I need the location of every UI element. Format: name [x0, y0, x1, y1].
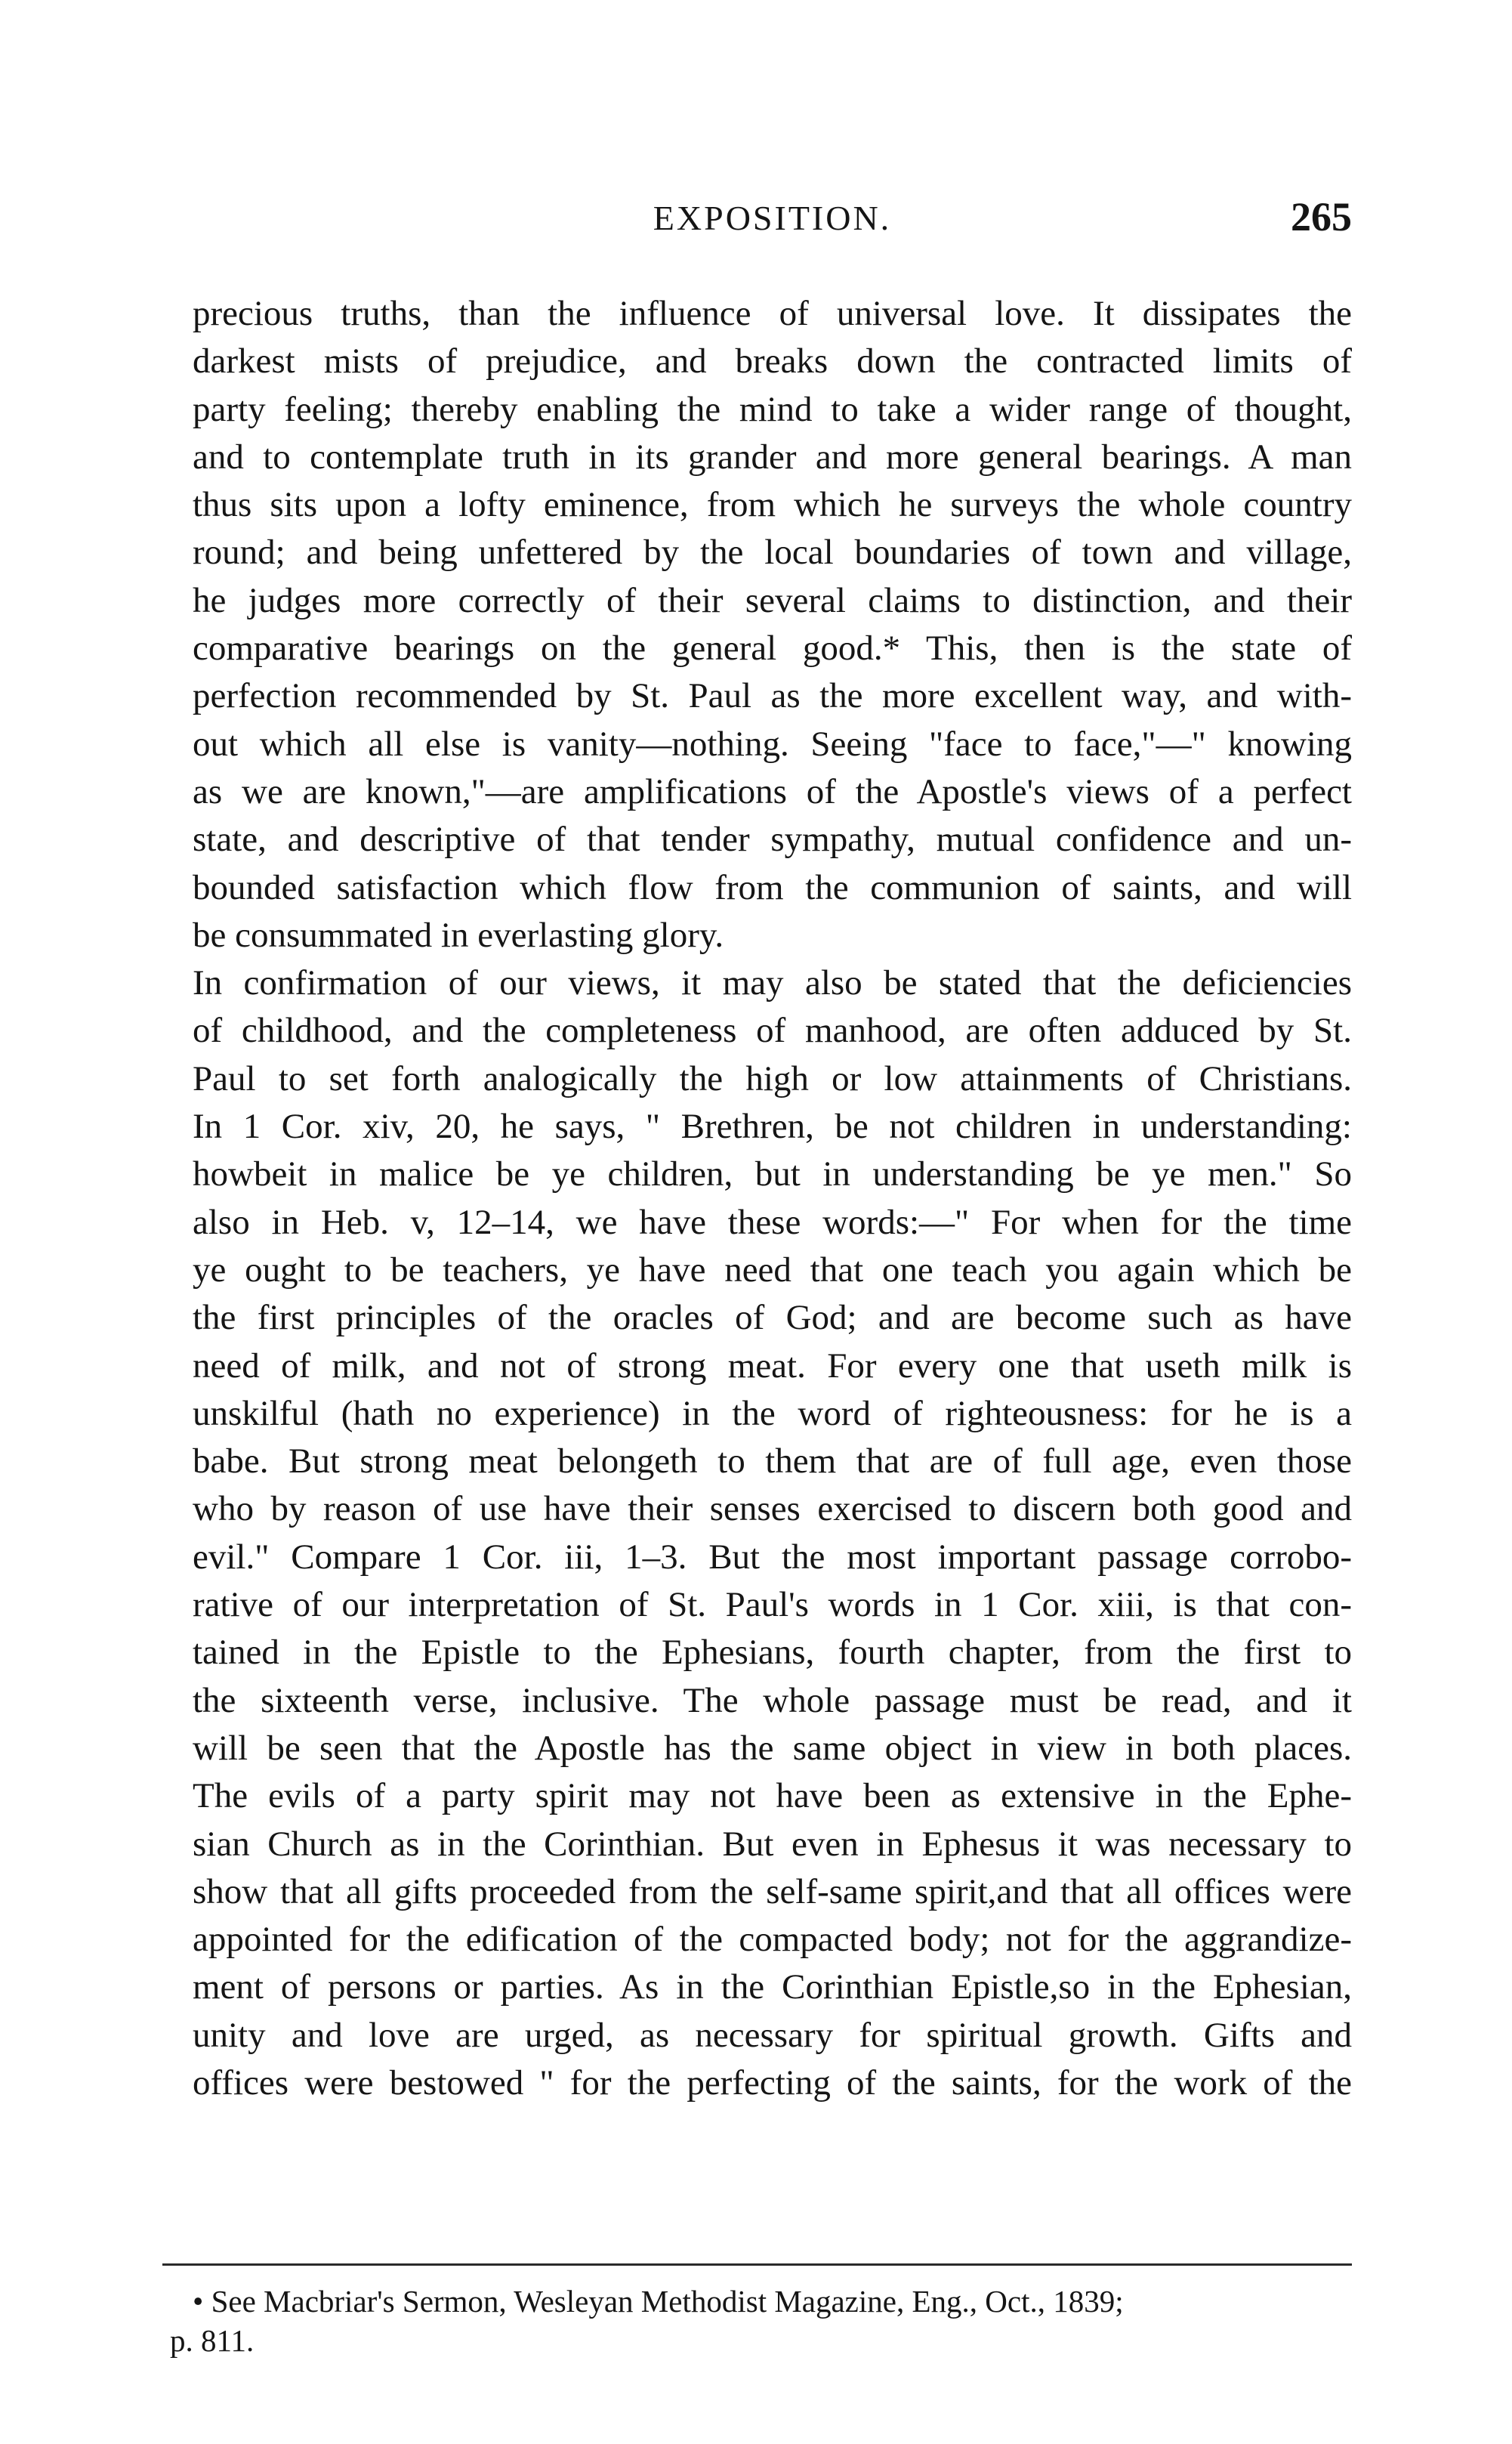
text-line: also in Heb. v, 12–14, we have these words:—" For when for the time [193, 1202, 1352, 1242]
body-text [193, 290, 1352, 2107]
text-line: party feeling; thereby enabling the mind to take a wider range of thought, [193, 389, 1352, 429]
text-line: rative of our interpretation of St. Paul's words in 1 Cor. xiii, is that con- [193, 1585, 1352, 1625]
text-line: comparative bearings on the general good.* This, then is the state of [193, 629, 1352, 669]
text-line: of childhood, and the completeness of manhood, are often adduced by St. [193, 1011, 1352, 1051]
paragraph-end-line: be consummated in everlasting glory. [193, 915, 724, 955]
text-line: sian Church as in the Corinthian. But even in Ephesus it was necessary to [193, 1824, 1352, 1864]
text-line: The evils of a party spirit may not have been as extensive in the Ephe- [193, 1776, 1352, 1816]
text-line: In 1 Cor. xiv, 20, he says, " Brethren, be not children in understanding: [193, 1107, 1352, 1147]
paragraph-start-line: In confirmation of our views, it may also be stated that the deficiencies [193, 963, 1352, 1003]
text-line: he judges more correctly of their several claims to distinction, and their [193, 580, 1352, 620]
text-line: unskilful (hath no experience) in the word of righteousness: for he is a [193, 1393, 1352, 1433]
text-line: appointed for the edification of the compacted body; not for the aggrandize- [193, 1920, 1352, 1960]
text-line: evil." Compare 1 Cor. iii, 1–3. But the most important passage corrobo- [193, 1537, 1352, 1577]
page-number: 265 [1291, 194, 1352, 239]
footnote-line: • See Macbriar's Sermon, Wesleyan Methodist Magazine, Eng., Oct., 1839; [193, 2284, 1124, 2319]
text-line: thus sits upon a lofty eminence, from which he surveys the whole country [193, 485, 1352, 525]
footnote-rule [162, 2263, 1352, 2266]
text-line: Paul to set forth analogically the high or low attainments of Christians. [193, 1058, 1352, 1098]
text-line: will be seen that the Apostle has the same object in view in both places. [193, 1728, 1352, 1768]
text-line: and to contemplate truth in its grander and more general bearings. A man [193, 437, 1352, 477]
text-line: howbeit in malice be ye children, but in understanding be ye men." So [193, 1154, 1352, 1194]
text-line: state, and descriptive of that tender sympathy, mutual confidence and un- [193, 820, 1352, 860]
text-line: bounded satisfaction which flow from the communion of saints, and will [193, 867, 1352, 907]
text-line: the sixteenth verse, inclusive. The whole passage must be read, and it [193, 1680, 1352, 1720]
footnote-line: p. 811. [170, 2323, 255, 2358]
text-line: ment of persons or parties. As in the Corinthian Epistle,so in the Ephesian, [193, 1967, 1352, 2007]
text-line: round; and being unfettered by the local boundaries of town and village, [193, 533, 1352, 573]
text-line: ye ought to be teachers, ye have need that one teach you again which be [193, 1250, 1352, 1290]
text-line: need of milk, and not of strong meat. For every one that useth milk is [193, 1346, 1352, 1386]
text-line: the first principles of the oracles of God; and are become such as have [193, 1298, 1352, 1338]
running-title: EXPOSITION. [653, 199, 892, 237]
text-line: out which all else is vanity—nothing. Seeing "face to face,"—" knowing [193, 724, 1352, 764]
running-head [193, 194, 1352, 251]
text-line: perfection recommended by St. Paul as the more excellent way, and with- [193, 676, 1352, 716]
text-line: babe. But strong meat belongeth to them that are of full age, even those [193, 1441, 1352, 1482]
text-line: offices were bestowed " for the perfecting of the saints, for the work of the [193, 2062, 1352, 2103]
text-line: darkest mists of prejudice, and breaks down the contracted limits of [193, 341, 1352, 382]
footnote [170, 2282, 1352, 2360]
text-line: precious truths, than the influence of universal love. It dissipates the [193, 294, 1352, 333]
text-line: who by reason of use have their senses exercised to discern both good and [193, 1489, 1352, 1529]
text-line: show that all gifts proceeded from the self-same spirit,and that all offices were [193, 1871, 1352, 1911]
text-line: tained in the Epistle to the Ephesians, fourth chapter, from the first to [193, 1633, 1352, 1673]
text-line: as we are known,"—are amplifications of the Apostle's views of a perfect [193, 771, 1352, 811]
text-line: unity and love are urged, as necessary for spiritual growth. Gifts and [193, 2015, 1352, 2055]
